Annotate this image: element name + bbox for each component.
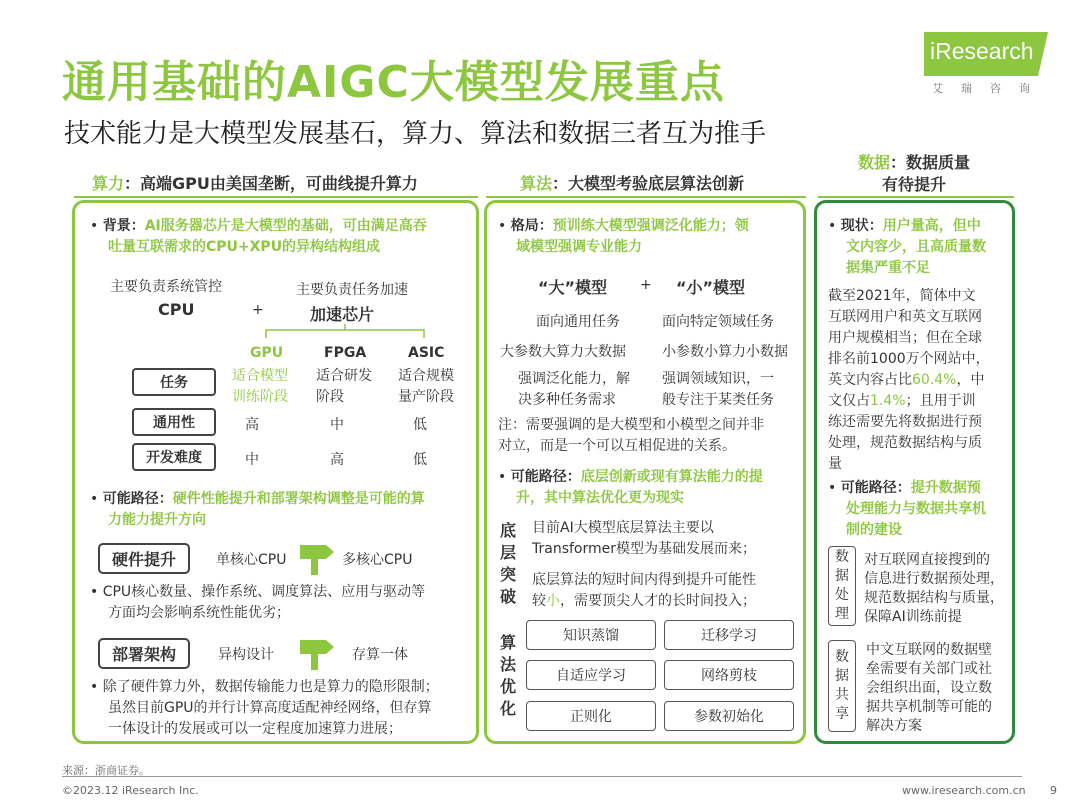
logo-text: iResearch (930, 38, 1034, 64)
hw-to: 多核心CPU (342, 552, 413, 568)
data-sharing-text: 中文互联网的数据壁 垒需要有关部门或社 会组织出面，设立数 据共享机制等可能的 解决方案 (866, 642, 992, 734)
algo-distillation: 知识蒸馏 (526, 620, 656, 650)
small-item: 面向特定领域任务 (662, 314, 774, 330)
page-number: 9 (1050, 784, 1057, 797)
algo-regularization: 正则化 (526, 701, 656, 731)
algo-init: 参数初始化 (664, 701, 794, 731)
col2-title-line (486, 196, 806, 198)
algorithm-pattern: • 格局：预训练大模型强调泛化能力；领 域模型强调专业能力 (498, 218, 749, 255)
tag-deployment: 部署架构 (98, 638, 190, 669)
col1-title: 算力：高端GPU由美国垄断，可曲线提升算力 (92, 174, 418, 193)
small-item: 强调领域知识，一 般专注于某类任务 (662, 371, 774, 408)
chip-fpga: FPGA (324, 345, 367, 361)
task-gpu: 适合模型 训练阶段 (232, 368, 288, 405)
difficulty-gpu: 中 (245, 452, 259, 468)
accel-note: 主要负责任务加速 (296, 282, 408, 298)
underlying-breakthrough-text: 目前AI大模型底层算法主要以 Transformer模型为基础发展而来； 底层算法的短时间内得到提升可能性 较小，需要顶尖人才的长时间投入； (532, 520, 757, 609)
difficulty-asic: 低 (413, 452, 427, 468)
task-fpga: 适合研发 阶段 (316, 368, 372, 405)
plus-sign-2: + (640, 277, 652, 293)
generality-asic: 低 (413, 417, 427, 433)
data-path: • 可能路径：提升数据预 处理能力与数据共享机 制的建设 (828, 480, 986, 538)
generality-gpu: 高 (245, 417, 259, 433)
data-sharing-label: 数 据 共 享 (828, 640, 856, 732)
data-status-body: 截至2021年，简体中文 互联网用户和英文互联网 用户规模相当；但在全球 排名前1000万个网站中， 英文内容占比60.4%，中 文仅占1.4%；且用于训 练还需要先将数据进行预 处理，规范数据结构与质 量 (828, 288, 990, 472)
row-label-generality: 通用性 (132, 408, 216, 436)
underlying-breakthrough-label: 底层突破 (499, 521, 516, 606)
chip-gpu: GPU (250, 345, 284, 361)
plus-sign: + (252, 302, 264, 318)
col3-title-line (818, 196, 1014, 198)
task-asic: 适合规模 量产阶段 (398, 368, 454, 405)
algo-adaptive: 自适应学习 (526, 660, 656, 690)
iresearch-logo (924, 32, 1054, 94)
big-item: 大参数大算力大数据 (500, 344, 626, 360)
data-processing-text: 对互联网直接搜到的 信息进行数据预处理， 规范数据结构与质量， 保障AI训练前提 (864, 552, 1004, 625)
website: www.iresearch.com.cn (902, 784, 1026, 797)
generality-fpga: 中 (330, 417, 344, 433)
compute-path: • 可能路径：硬件性能提升和部署架构调整是可能的算 力能力提升方向 (90, 491, 425, 528)
cpu-label: CPU (158, 300, 195, 319)
page-title: 通用基础的AIGC大模型发展重点 (62, 57, 725, 108)
dep-to: 存算一体 (352, 647, 408, 663)
chip-bracket (260, 322, 430, 342)
big-item: 面向通用任务 (536, 314, 620, 330)
hw-from: 单核心CPU (216, 552, 287, 568)
footer-divider (62, 776, 1022, 777)
dep-from: 异构设计 (218, 647, 274, 663)
data-processing-label: 数 据 处 理 (828, 546, 856, 626)
data-status: • 现状：用户量高，但中 文内容少，且高质量数 据集严重不足 (828, 218, 986, 276)
tag-hardware: 硬件提升 (98, 543, 190, 574)
col1-title-line (74, 196, 478, 198)
algo-transfer: 迁移学习 (664, 620, 794, 650)
signpost-icon (296, 541, 336, 577)
big-model-label: “大”模型 (538, 278, 608, 297)
hardware-desc: • CPU核心数量、操作系统、调度算法、应用与驱动等 方面均会影响系统性能优劣； (90, 584, 426, 621)
small-item: 小参数小算力小数据 (662, 344, 788, 360)
algorithm-optimization-label: 算法优化 (499, 633, 516, 718)
difficulty-fpga: 高 (330, 452, 344, 468)
algo-pruning: 网络剪枝 (664, 660, 794, 690)
logo-cn: 艾瑞咨询 (932, 82, 1048, 95)
row-label-task: 任务 (132, 368, 216, 396)
compute-background: • 背景：AI服务器芯片是大模型的基础，可由满足高吞 吐量互联需求的CPU+XPU的异构结构组成 (90, 218, 427, 255)
page-subtitle: 技术能力是大模型发展基石，算力、算法和数据三者互为推手 (64, 119, 767, 149)
col3-title: 数据：数据质量 有待提升 (857, 153, 971, 194)
algorithm-path: • 可能路径：底层创新或现有算法能力的提 升，其中算法优化更为现实 (498, 469, 763, 506)
cpu-note: 主要负责系统管控 (110, 279, 222, 295)
accel-label: 加速芯片 (310, 305, 375, 324)
row-label-difficulty: 开发难度 (132, 443, 216, 471)
big-item: 强调泛化能力，解 决多种任务需求 (518, 371, 630, 408)
col2-title: 算法：大模型考验底层算法创新 (520, 174, 745, 193)
deployment-desc: • 除了硬件算力外，数据传输能力也是算力的隐形限制； 虽然目前GPU的并行计算高度适配神经网络，但存算 一体设计的发展或可以一定程度加速算力进展； (90, 679, 439, 737)
chip-asic: ASIC (408, 345, 445, 361)
small-model-label: “小”模型 (676, 278, 746, 297)
copyright: ©2023.12 iResearch Inc. (62, 784, 199, 797)
model-note: 注：需要强调的是大模型和小模型之间并非 对立，而是一个可以互相促进的关系。 (498, 417, 764, 454)
signpost-icon (296, 636, 336, 672)
source-note: 来源：浙商证券。 (62, 764, 150, 777)
